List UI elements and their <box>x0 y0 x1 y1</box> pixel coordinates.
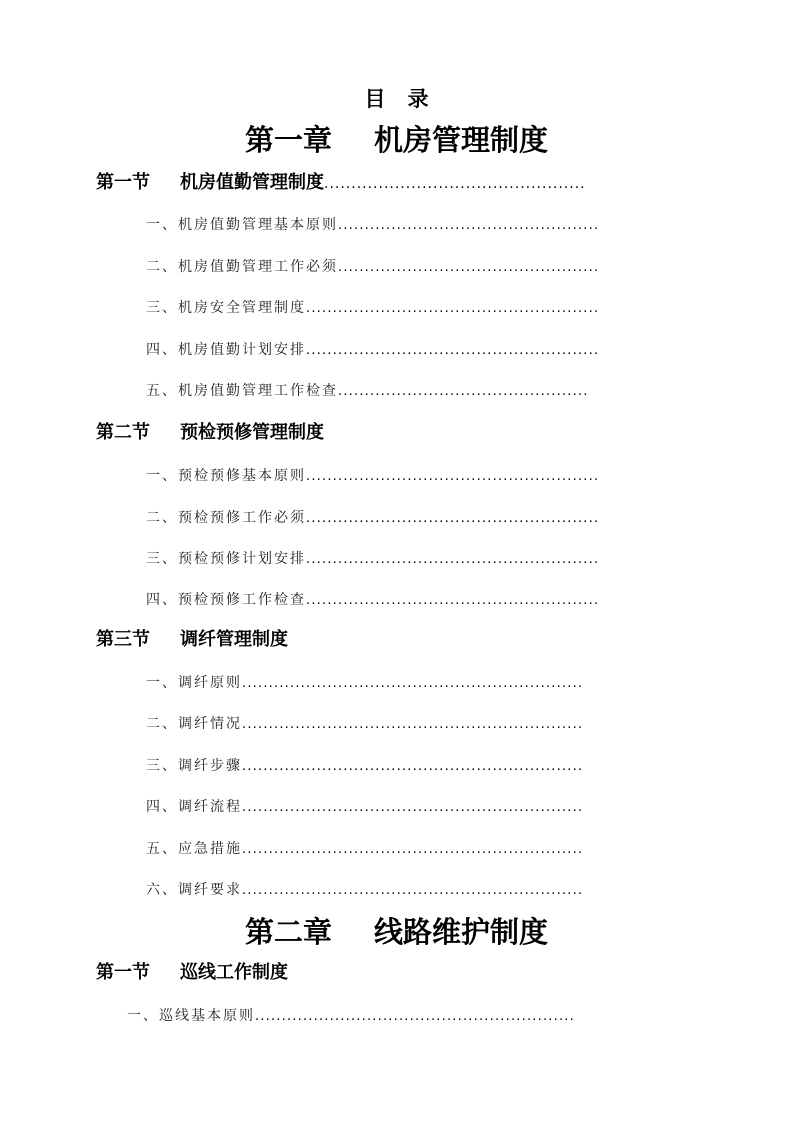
toc-entry[interactable] <box>146 713 583 733</box>
toc-title-char-1: 目 <box>364 87 386 111</box>
leader-dots: ................................................................ <box>242 717 584 732</box>
entry-label: 四、机房值勤计划安排 <box>146 342 306 358</box>
toc-entry[interactable] <box>146 465 599 485</box>
section-title: 调纤管理制度 <box>180 629 288 650</box>
chapter-title: 机房管理制度 <box>374 123 549 157</box>
toc-title <box>0 83 793 113</box>
section-number: 第三节 <box>96 629 150 650</box>
chapter-1-heading[interactable] <box>0 118 793 159</box>
leader-dots: ....................................................... <box>306 301 600 316</box>
leader-dots: ............................................... <box>338 384 589 399</box>
leader-dots: ................................................. <box>338 260 600 275</box>
section-number: 第一节 <box>96 172 150 193</box>
leader-dots: ................................................................ <box>242 800 584 815</box>
leader-dots: ................................................ <box>324 176 586 192</box>
toc-entry[interactable] <box>146 755 583 775</box>
entry-label: 三、机房安全管理制度 <box>146 300 306 316</box>
entry-label: 一、机房值勤管理基本原则 <box>146 217 338 233</box>
toc-entry[interactable] <box>146 380 589 400</box>
toc-entry[interactable] <box>146 297 599 317</box>
toc-entry[interactable] <box>146 507 599 527</box>
entry-label: 五、机房值勤管理工作检查 <box>146 383 338 399</box>
toc-entry[interactable] <box>146 838 583 858</box>
toc-entry[interactable] <box>127 1005 575 1025</box>
leader-dots: ................................................................ <box>242 883 584 898</box>
section-number: 第二节 <box>96 422 150 443</box>
toc-title-char-2: 录 <box>407 87 429 111</box>
leader-dots: ....................................................... <box>306 469 600 484</box>
entry-label: 二、调纤情况 <box>146 716 242 732</box>
section-2-1-heading[interactable] <box>96 958 288 984</box>
section-1-1-heading[interactable] <box>96 168 586 194</box>
chapter-title: 线路维护制度 <box>374 915 549 949</box>
toc-entry[interactable] <box>146 256 599 276</box>
section-title: 预检预修管理制度 <box>180 422 324 443</box>
entry-label: 一、巡线基本原则 <box>127 1008 255 1024</box>
leader-dots: ................................................................ <box>242 676 584 691</box>
entry-label: 五、应急措施 <box>146 841 242 857</box>
toc-entry[interactable] <box>146 339 599 359</box>
section-1-3-heading[interactable] <box>96 625 288 651</box>
entry-label: 三、调纤步骤 <box>146 758 242 774</box>
entry-label: 二、预检预修工作必须 <box>146 510 306 526</box>
leader-dots: ....................................................... <box>306 511 600 526</box>
toc-entry[interactable] <box>146 214 599 234</box>
entry-label: 一、预检预修基本原则 <box>146 468 306 484</box>
leader-dots: ................................................................ <box>242 842 584 857</box>
chapter-2-heading[interactable] <box>0 910 793 951</box>
toc-entry[interactable] <box>146 672 583 692</box>
entry-label: 四、调纤流程 <box>146 799 242 815</box>
section-1-2-heading[interactable] <box>96 418 324 444</box>
leader-dots: ....................................................... <box>306 343 600 358</box>
leader-dots: ................................................. <box>338 218 600 233</box>
leader-dots: ............................................................ <box>255 1009 575 1024</box>
toc-entry[interactable] <box>146 796 583 816</box>
section-number: 第一节 <box>96 962 150 983</box>
chapter-number: 第二章 <box>244 915 332 949</box>
entry-label: 六、调纤要求 <box>146 882 242 898</box>
entry-label: 二、机房值勤管理工作必须 <box>146 259 338 275</box>
section-title: 机房值勤管理制度 <box>180 172 324 193</box>
leader-dots: ................................................................ <box>242 759 584 774</box>
chapter-number: 第一章 <box>244 123 332 157</box>
toc-entry[interactable] <box>146 589 599 609</box>
toc-entry[interactable] <box>146 548 599 568</box>
section-title: 巡线工作制度 <box>180 962 288 983</box>
toc-entry[interactable] <box>146 879 583 899</box>
leader-dots: ....................................................... <box>306 593 600 608</box>
entry-label: 一、调纤原则 <box>146 675 242 691</box>
entry-label: 三、预检预修计划安排 <box>146 551 306 567</box>
leader-dots: ....................................................... <box>306 552 600 567</box>
entry-label: 四、预检预修工作检查 <box>146 592 306 608</box>
